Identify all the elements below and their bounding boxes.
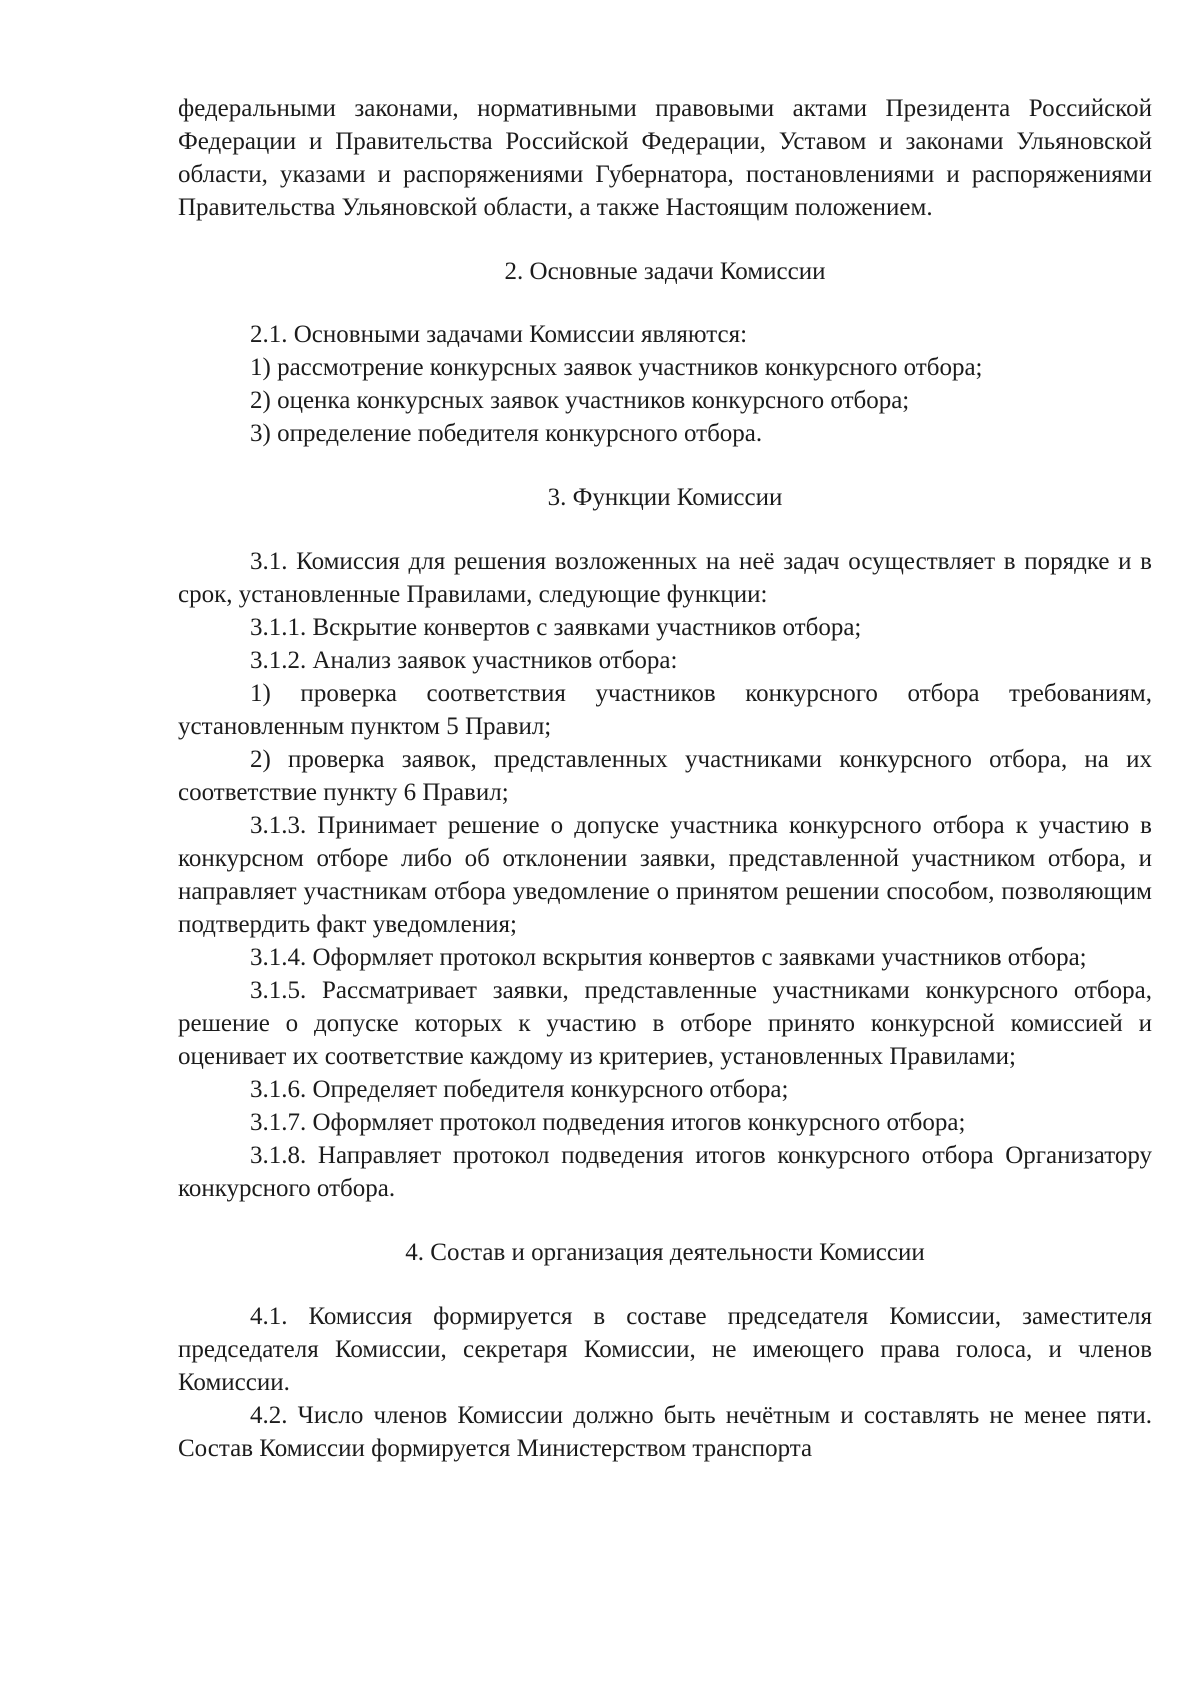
section-2-lead: 2.1. Основными задачами Комиссии являются: bbox=[250, 321, 748, 348]
section-3-paragraph: 3.1.5. Рассматривает заявки, представленные участниками конкурсного отбора, решение о допуске которых к участию в отборе принято конкурсной комиссией и оценивает их соответствие каждому из критериев, установленных Правилами; bbox=[178, 977, 1152, 1070]
section-2-item-3: 3) определение победителя конкурсного отбора. bbox=[250, 420, 763, 447]
section-3-paragraph: 3.1.2. Анализ заявок участников отбора: bbox=[250, 647, 678, 674]
section-3-heading: 3. Функции Комиссии bbox=[547, 484, 783, 511]
section-3-paragraph: 3.1.6. Определяет победителя конкурсного отбора; bbox=[250, 1076, 789, 1103]
section-3-paragraph: 3.1.1. Вскрытие конвертов с заявками участников отбора; bbox=[250, 614, 862, 641]
section-4-heading: 4. Состав и организация деятельности Комиссии bbox=[405, 1239, 925, 1266]
section-3-paragraph: 3.1.4. Оформляет протокол вскрытия конвертов с заявками участников отбора; bbox=[250, 944, 1087, 971]
section-3-paragraph: 2) проверка заявок, представленных участниками конкурсного отбора, на их соответствие пункту 6 Правил; bbox=[178, 746, 1152, 806]
intro-paragraph: федеральными законами, нормативными правовыми актами Президента Российской Федерации и Правительства Российской Федерации, Уставом и законами Ульяновской области, указами и распоряжениями Губернатора, постановлениями и распоряжениями Правительства Ульяновской области, а также Настоящим положением. bbox=[178, 95, 1152, 221]
section-2-item-2: 2) оценка конкурсных заявок участников конкурсного отбора; bbox=[250, 387, 910, 414]
section-2-heading: 2. Основные задачи Комиссии bbox=[504, 258, 826, 285]
section-2-item-1: 1) рассмотрение конкурсных заявок участников конкурсного отбора; bbox=[250, 354, 983, 381]
section-4-paragraph: 4.2. Число членов Комиссии должно быть нечётным и составлять не менее пяти. Состав Комиссии формируется Министерством транспорта bbox=[178, 1402, 1152, 1462]
section-3-paragraph: 3.1. Комиссия для решения возложенных на неё задач осуществляет в порядке и в срок, установленные Правилами, следующие функции: bbox=[178, 548, 1152, 608]
section-3-paragraph: 3.1.3. Принимает решение о допуске участника конкурсного отбора к участию в конкурсном отборе либо об отклонении заявки, представленной участником отбора, и направляет участникам отбора уведомление о принятом решении способом, позволяющим подтвердить факт уведомления; bbox=[178, 812, 1152, 938]
section-4-paragraph: 4.1. Комиссия формируется в составе председателя Комиссии, заместителя председателя Комиссии, секретаря Комиссии, не имеющего права голоса, и членов Комиссии. bbox=[178, 1303, 1152, 1396]
document-body bbox=[178, 92, 1152, 1465]
section-3-paragraph: 3.1.8. Направляет протокол подведения итогов конкурсного отбора Организатору конкурсного отбора. bbox=[178, 1142, 1152, 1202]
section-3-paragraph: 3.1.7. Оформляет протокол подведения итогов конкурсного отбора; bbox=[250, 1109, 966, 1136]
section-3-paragraph: 1) проверка соответствия участников конкурсного отбора требованиям, установленным пунктом 5 Правил; bbox=[178, 680, 1152, 740]
